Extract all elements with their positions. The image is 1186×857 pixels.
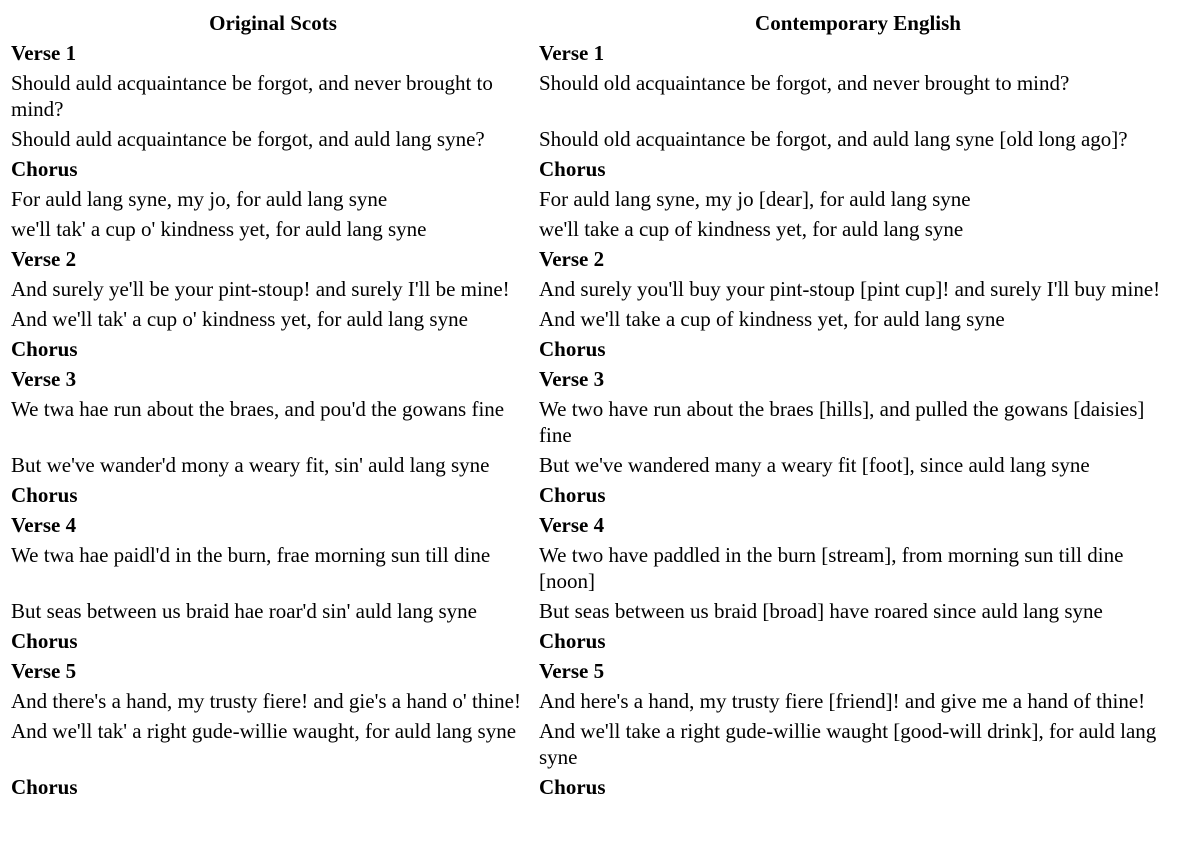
section-heading-row	[10, 774, 1178, 800]
section-heading-scots: Chorus	[11, 157, 78, 181]
lyric-row	[10, 126, 1178, 152]
lyric-line-scots: we'll tak' a cup o' kindness yet, for auld lang syne	[11, 217, 427, 241]
section-heading-row	[10, 156, 1178, 182]
lyric-row	[10, 216, 1178, 242]
header-original-scots: Original Scots	[209, 11, 337, 35]
section-heading-row	[10, 246, 1178, 272]
section-heading-scots: Chorus	[11, 337, 78, 361]
lyric-line-english: Should old acquaintance be forgot, and never brought to mind?	[539, 71, 1070, 95]
lyric-line-english: We two have paddled in the burn [stream], from morning sun till dine [noon]	[539, 543, 1124, 593]
section-heading-english: Verse 2	[539, 247, 605, 271]
lyric-line-scots: We twa hae run about the braes, and pou'd the gowans fine	[11, 397, 505, 421]
section-heading-row	[10, 658, 1178, 684]
section-heading-row	[10, 336, 1178, 362]
lyric-line-scots: And there's a hand, my trusty fiere! and gie's a hand o' thine!	[11, 689, 521, 713]
lyric-line-english: And here's a hand, my trusty fiere [friend]! and give me a hand of thine!	[539, 689, 1146, 713]
section-heading-scots: Verse 2	[11, 247, 77, 271]
lyrics-body	[10, 40, 1178, 800]
section-heading-english: Chorus	[539, 629, 606, 653]
lyric-line-english: We two have run about the braes [hills], and pulled the gowans [daisies] fine	[539, 397, 1145, 447]
lyric-line-english: we'll take a cup of kindness yet, for auld lang syne	[539, 217, 964, 241]
lyric-row	[10, 452, 1178, 478]
lyric-row	[10, 598, 1178, 624]
lyric-line-english: But seas between us braid [broad] have roared since auld lang syne	[539, 599, 1103, 623]
section-heading-english: Verse 3	[539, 367, 605, 391]
lyrics-table	[8, 6, 1180, 804]
lyric-line-scots: But we've wander'd mony a weary fit, sin' auld lang syne	[11, 453, 490, 477]
section-heading-scots: Chorus	[11, 483, 78, 507]
lyric-row	[10, 306, 1178, 332]
lyric-line-scots: And we'll tak' a cup o' kindness yet, for auld lang syne	[11, 307, 468, 331]
lyric-row	[10, 718, 1178, 770]
lyric-line-scots: And surely ye'll be your pint-stoup! and surely I'll be mine!	[11, 277, 510, 301]
section-heading-english: Chorus	[539, 483, 606, 507]
header-contemporary-english: Contemporary English	[755, 11, 961, 35]
section-heading-scots: Chorus	[11, 629, 78, 653]
section-heading-scots: Verse 4	[11, 513, 77, 537]
section-heading-english: Verse 4	[539, 513, 605, 537]
lyric-line-english: And we'll take a right gude-willie waught [good-will drink], for auld lang syne	[539, 719, 1157, 769]
lyric-row	[10, 70, 1178, 122]
lyric-line-english: And we'll take a cup of kindness yet, for auld lang syne	[539, 307, 1005, 331]
section-heading-english: Chorus	[539, 775, 606, 799]
lyric-line-scots: Should auld acquaintance be forgot, and auld lang syne?	[11, 127, 485, 151]
section-heading-scots: Chorus	[11, 775, 78, 799]
lyric-row	[10, 276, 1178, 302]
lyric-row	[10, 542, 1178, 594]
section-heading-scots: Verse 1	[11, 41, 77, 65]
lyric-line-english: And surely you'll buy your pint-stoup [pint cup]! and surely I'll buy mine!	[539, 277, 1161, 301]
lyric-line-scots: And we'll tak' a right gude-willie waught, for auld lang syne	[11, 719, 517, 743]
lyric-row	[10, 186, 1178, 212]
lyric-line-scots: For auld lang syne, my jo, for auld lang syne	[11, 187, 388, 211]
section-heading-english: Verse 1	[539, 41, 605, 65]
lyric-line-english: Should old acquaintance be forgot, and auld lang syne [old long ago]?	[539, 127, 1128, 151]
header-row	[10, 10, 1178, 36]
section-heading-scots: Verse 3	[11, 367, 77, 391]
section-heading-row	[10, 482, 1178, 508]
section-heading-row	[10, 628, 1178, 654]
lyric-line-scots: But seas between us braid hae roar'd sin' auld lang syne	[11, 599, 477, 623]
section-heading-row	[10, 366, 1178, 392]
section-heading-row	[10, 512, 1178, 538]
section-heading-english: Verse 5	[539, 659, 605, 683]
lyric-line-english: But we've wandered many a weary fit [foot], since auld lang syne	[539, 453, 1090, 477]
section-heading-row	[10, 40, 1178, 66]
lyric-line-scots: We twa hae paidl'd in the burn, frae morning sun till dine	[11, 543, 491, 567]
lyric-row	[10, 688, 1178, 714]
lyric-line-scots: Should auld acquaintance be forgot, and never brought to mind?	[11, 71, 493, 121]
section-heading-scots: Verse 5	[11, 659, 77, 683]
section-heading-english: Chorus	[539, 157, 606, 181]
section-heading-english: Chorus	[539, 337, 606, 361]
lyric-row	[10, 396, 1178, 448]
lyric-line-english: For auld lang syne, my jo [dear], for auld lang syne	[539, 187, 971, 211]
